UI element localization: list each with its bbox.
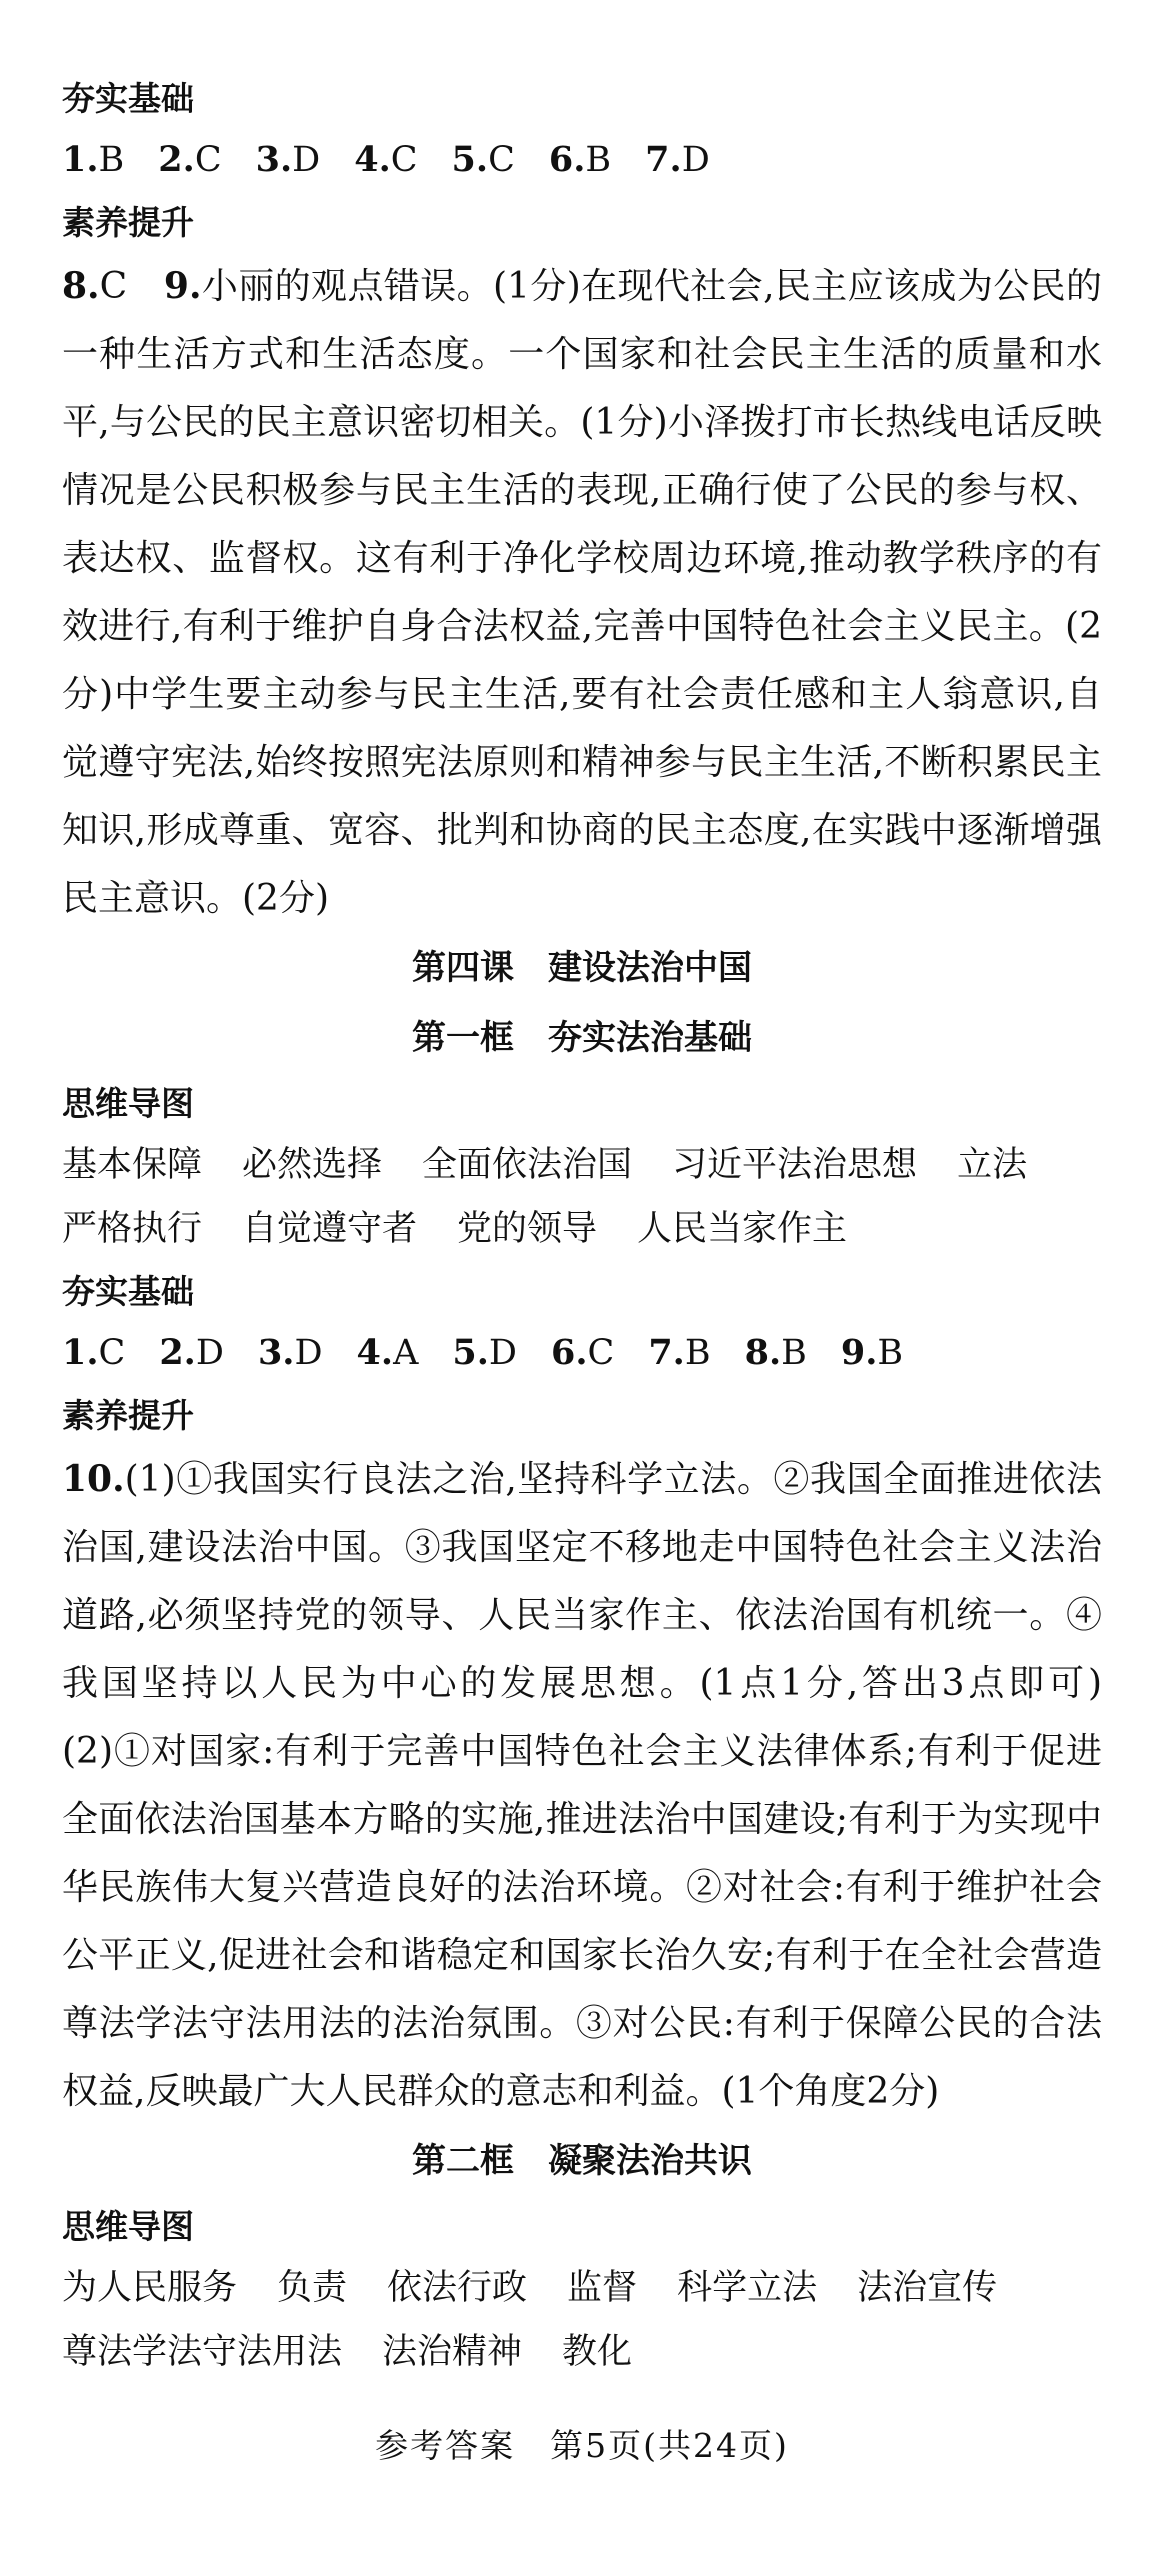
mindmap-term: 法治精神 <box>382 2332 523 2372</box>
mindmap-term: 法治宣传 <box>857 2268 998 2308</box>
answer-item: 3.D <box>257 1332 323 1373</box>
answer-item: 5.C <box>451 139 515 180</box>
lesson-title: 第四课 建设法治中国 <box>412 948 752 988</box>
mindmap-term: 人民当家作主 <box>637 1209 848 1249</box>
improve-heading-2: 素养提升 <box>62 1396 194 1435</box>
answer-item: 5.D <box>452 1332 517 1373</box>
answer-item: 1.B <box>62 139 125 180</box>
mindmap-term: 负责 <box>277 2268 348 2308</box>
basics-answers-1 <box>62 128 1102 192</box>
answer-item: 7.B <box>648 1332 711 1373</box>
mindmap-terms-2 <box>62 2256 1102 2384</box>
answer-item: 4.C <box>354 139 418 180</box>
mindmap-term: 尊法学法守法用法 <box>62 2332 343 2372</box>
mindmap-term: 全面依法治国 <box>422 1145 633 1185</box>
mindmap-term: 习近平法治思想 <box>672 1145 918 1185</box>
frame1-title: 第一框 夯实法治基础 <box>412 1018 752 1058</box>
improve-heading-1: 素养提升 <box>62 203 194 242</box>
q10-answer: 10.(1)①我国实行良法之治,坚持科学立法。②我国全面推进依法治国,建设法治中国。③我国坚定不移地走中国特色社会主义法治道路,必须坚持党的领导、人民当家作主、依法治国有机统一。④我国坚持以人民为中心的发展思想。(1点1分,答出3点即可) (2)①对国家:有利于完善中国特色社会主义法律体系;有利于促进全面依法治国基本方略的实施,推进法治中国建设;有利于为实现中华民族伟大复兴营造良好的法治环境。②对社会:有利于维护社会公平正义,促进社会和谐稳定和国家长治久安;有利于在全社会营造尊法学法守法用法的法治氛围。③对公民:有利于保障公民的合法权益,反映最广大人民群众的意志和利益。(1个角度2分) <box>62 1458 1139 2112</box>
answer-item: 9.B <box>840 1332 904 1373</box>
mindmap-term: 依法行政 <box>387 2268 528 2308</box>
mindmap-term: 严格执行 <box>62 1209 203 1249</box>
mindmap-term: 必然选择 <box>242 1145 383 1185</box>
mindmap-term: 党的领导 <box>457 1209 598 1249</box>
answer-item: 8.B <box>744 1332 807 1373</box>
mindmap-term: 监督 <box>567 2268 638 2308</box>
mindmap-term: 基本保障 <box>62 1145 203 1185</box>
page-footer: 参考答案 第5页(共24页) <box>375 2426 789 2465</box>
basics-heading-2: 夯实基础 <box>62 1272 194 1311</box>
answer-item: 4.A <box>356 1332 419 1373</box>
mindmap-term: 教化 <box>562 2332 633 2372</box>
answer-item: 2.C <box>158 139 222 180</box>
mindmap-term: 立法 <box>957 1145 1028 1185</box>
mindmap-heading-1: 思维导图 <box>62 1084 194 1123</box>
mindmap-heading-2: 思维导图 <box>62 2207 194 2246</box>
answer-item: 3.D <box>255 139 321 180</box>
mindmap-terms-1 <box>62 1133 1102 1261</box>
answer-item: 7.D <box>645 139 710 180</box>
mindmap-term: 自觉遵守者 <box>242 1209 418 1249</box>
answer-item: 2.D <box>159 1332 224 1373</box>
basics-answers-2 <box>62 1321 1102 1385</box>
frame2-title: 第二框 凝聚法治共识 <box>412 2141 752 2181</box>
answer-item: 6.C <box>550 1332 615 1373</box>
mindmap-term: 为人民服务 <box>62 2268 238 2308</box>
mindmap-term: 科学立法 <box>677 2268 818 2308</box>
answer-item: 6.B <box>548 139 612 180</box>
answer-item: 1.C <box>62 1332 126 1373</box>
basics-heading-1: 夯实基础 <box>62 79 194 118</box>
q8-q9-answer: 8.C 9.小丽的观点错误。(1分)在现代社会,民主应该成为公民的一种生活方式和生活态度。一个国家和社会民主生活的质量和水平,与公民的民主意识密切相关。(1分)小泽拨打市长热线电话反映情况是公民积极参与民主生活的表现,正确行使了公民的参与权、表达权、监督权。这有利于净化学校周边环境,推动教学秩序的有效进行,有利于维护自身合法权益,完善中国特色社会主义民主。(2分)中学生要主动参与民主生活,要有社会责任感和主人翁意识,自觉遵守宪法,始终按照宪法原则和精神参与民主生活,不断积累民主知识,形成尊重、宽容、批判和协商的民主态度,在实践中逐渐增强民主意识。(2分) <box>62 265 1102 919</box>
page-content <box>62 68 1139 2384</box>
